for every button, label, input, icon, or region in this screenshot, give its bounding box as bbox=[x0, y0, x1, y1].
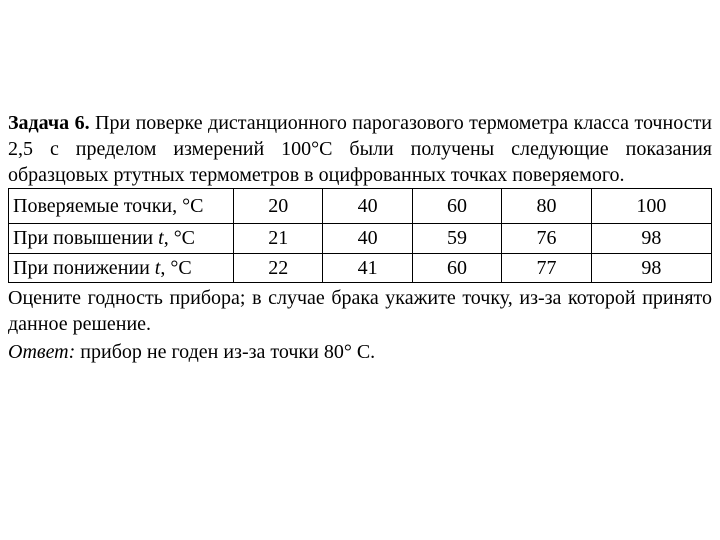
table-cell: 22 bbox=[234, 254, 323, 283]
readings-table bbox=[8, 188, 712, 283]
table-cell: 77 bbox=[502, 254, 591, 283]
row-label-increase-pre: При повышении bbox=[13, 227, 159, 249]
table-row-points bbox=[9, 189, 712, 224]
row-label-decrease-post: , °С bbox=[160, 256, 192, 279]
table-cell: 80 bbox=[502, 189, 591, 224]
table-cell: 21 bbox=[234, 224, 323, 254]
table-cell: 40 bbox=[323, 224, 412, 254]
table-row-decrease bbox=[9, 254, 712, 283]
task-statement bbox=[8, 110, 712, 188]
table-cell: 41 bbox=[323, 254, 412, 283]
row-label-increase bbox=[9, 224, 234, 254]
task-label: Задача 6. bbox=[8, 112, 90, 134]
table-cell: 60 bbox=[412, 189, 501, 224]
table-row-increase bbox=[9, 224, 712, 254]
table-cell: 98 bbox=[591, 254, 711, 283]
answer-text: прибор не годен из-за точки 80° С. bbox=[80, 341, 376, 363]
row-label-decrease-var: t bbox=[154, 256, 161, 279]
answer-line bbox=[8, 339, 712, 365]
table-cell: 98 bbox=[591, 224, 711, 254]
task-text: При поверке дистанционного парогазового термометра класса точности 2,5 с пределом измерений 100°С были получены следующие показания образцовых ртутных термометров в оцифрованных точках поверяемого. bbox=[8, 112, 713, 186]
row-label-increase-var: t bbox=[158, 227, 164, 249]
answer-label: Ответ: bbox=[8, 341, 76, 363]
table-cell: 76 bbox=[502, 224, 591, 254]
question-text: Оцените годность прибора; в случае брака укажите точку, из-за которой принято данное решение. bbox=[8, 287, 712, 335]
row-label-increase-post: , °С bbox=[163, 227, 196, 249]
task-slide bbox=[8, 110, 712, 365]
table-cell: 60 bbox=[412, 254, 501, 283]
row-label-decrease bbox=[9, 254, 234, 283]
table-cell: 20 bbox=[234, 189, 323, 224]
table-cell: 59 bbox=[412, 224, 501, 254]
table-cell: 100 bbox=[591, 189, 711, 224]
row-label-decrease-pre: При понижении bbox=[13, 256, 155, 279]
table-cell: 40 bbox=[323, 189, 412, 224]
row-label-points: Поверяемые точки, °С bbox=[9, 189, 234, 224]
